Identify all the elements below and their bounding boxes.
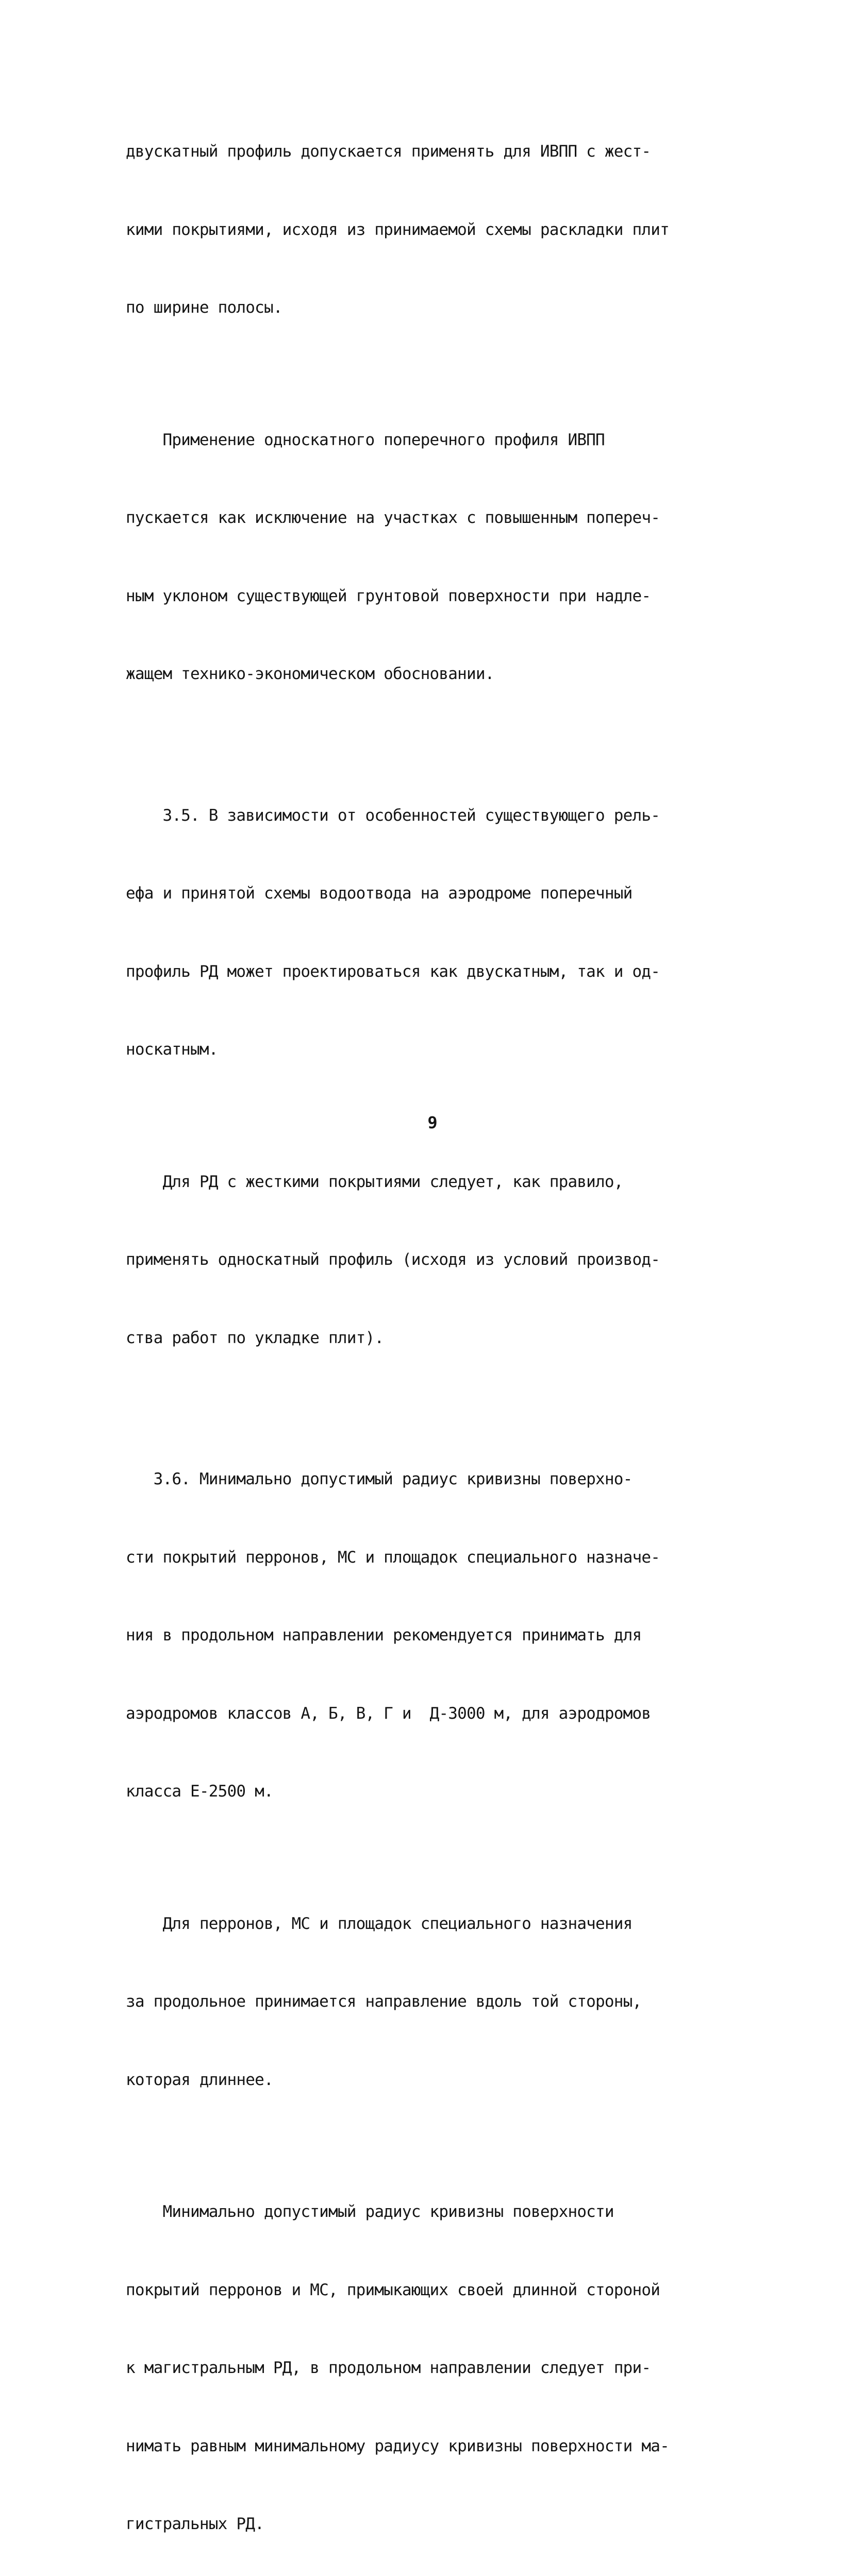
paragraph-min-radius-apron <box>126 2147 765 2576</box>
text-line: аэродромов классов А, Б, В, Г и Д-3000 м, для аэродромов <box>126 1704 651 1723</box>
text-line: 3.6. Минимально допустимый радиус кривизны поверхно- <box>126 1470 633 1488</box>
text-line: ния в продольном направлении рекомендуется принимать для <box>126 1626 642 1645</box>
text-line: сти покрытий перронов, МС и площадок специального назначе- <box>126 1548 660 1567</box>
text-line: 3.5. В зависимости от особенностей существующего рель- <box>126 806 660 825</box>
text-line: ефа и принятой схемы водоотвода на аэродроме поперечный <box>126 884 633 903</box>
text-line: применять односкатный профиль (исходя из условий производ- <box>126 1250 660 1269</box>
text-line: класса Е-2500 м. <box>126 1782 273 1801</box>
page-number: 9 <box>427 1113 438 1132</box>
paragraph-profile-continuation <box>126 87 765 373</box>
text-line: покрытий перронов и МС, примыкающих своей длинной стороной <box>126 2280 660 2299</box>
text-line: гистральных РД. <box>126 2515 264 2533</box>
text-line: ства работ по укладке плит). <box>126 1328 384 1347</box>
text-line: по ширине полосы. <box>126 298 282 317</box>
text-line: Минимально допустимый радиус кривизны поверхности <box>126 2202 614 2221</box>
text-line: носкатным. <box>126 1040 218 1059</box>
text-line: пускается как исключение на участках с повышенным попереч- <box>126 509 660 527</box>
text-line: которая длиннее. <box>126 2070 273 2089</box>
text-line: Для РД с жесткими покрытиями следует, как правило, <box>126 1172 623 1191</box>
section-3-6 <box>126 1414 765 1857</box>
text-line: Применение односкатного поперечного профиля ИВПП <box>126 430 605 449</box>
text-line: кими покрытиями, исходя из принимаемой схемы раскладки плит <box>126 220 669 239</box>
text-line: Для перронов, МС и площадок специального назначения <box>126 1914 633 1933</box>
text-line: двускатный профиль допускается применять для ИВПП с жест- <box>126 142 651 161</box>
text-line: профиль РД может проектироваться как двускатным, так и од- <box>126 962 660 981</box>
body-text <box>126 87 765 2576</box>
text-line: ным уклоном существующей грунтовой поверхности при надле- <box>126 586 651 605</box>
text-line: за продольное принимается направление вдоль той стороны, <box>126 1992 642 2011</box>
paragraph-apron-direction <box>126 1859 765 2145</box>
text-line: жащем технико-экономическом обосновании. <box>126 665 494 683</box>
paragraph-single-slope-profile <box>126 375 765 739</box>
text-line: к магистральным РД, в продольном направлении следует при- <box>126 2359 651 2377</box>
text-line: нимать равным минимальному радиусу кривизны поверхности ма- <box>126 2436 669 2455</box>
paragraph-rigid-pavement-rd <box>126 1117 765 1403</box>
section-3-5 <box>126 751 765 1115</box>
